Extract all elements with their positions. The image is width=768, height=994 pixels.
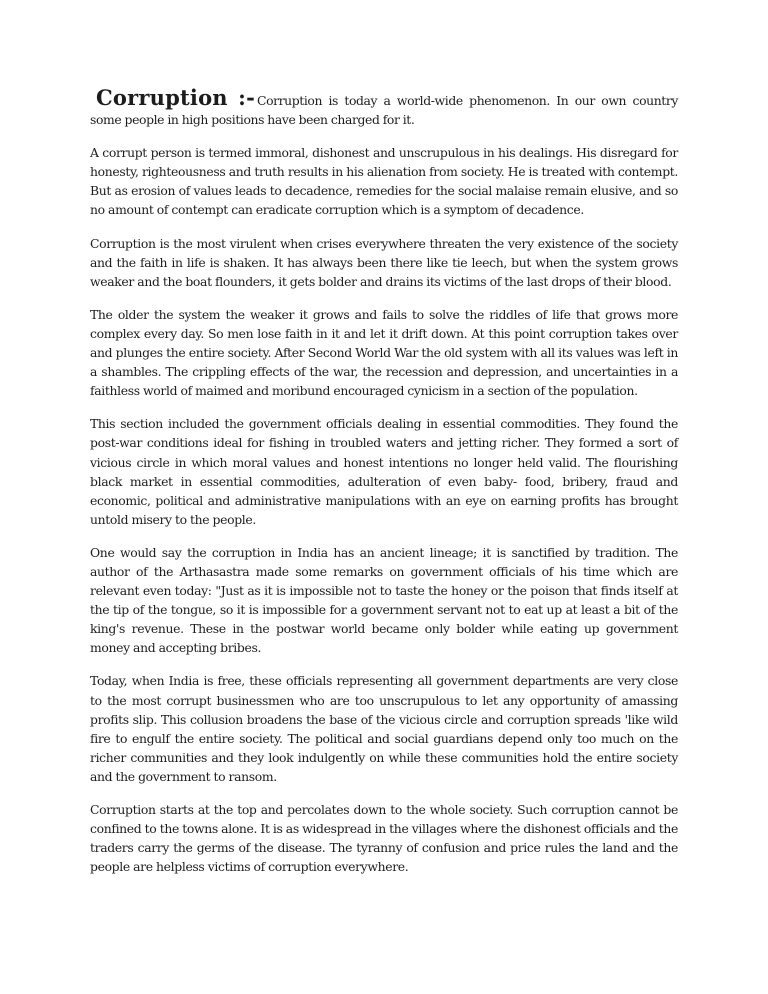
document-heading: Corruption :-: [96, 85, 255, 110]
document-page: [90, 85, 678, 876]
paragraph-3: The older the system the weaker it grows and fails to solve the riddles of life that grows more complex every day. So men lose faith in it and let it drift down. At this point corruption takes over and plunges the entire society. After Second World War the old system with all its values was left in a shambles. The crippling effects of the war, the recession and depression, and uncertainties in a faithless world of maimed and moribund encouraged cynicism in a section of the population.: [90, 306, 678, 399]
intro-text: Corruption is today a world-wide phenomenon. In our own country some people in high positions have been charged for it.: [90, 93, 678, 128]
intro-paragraph: [90, 85, 678, 129]
paragraph-6: Today, when India is free, these officials representing all government departments are very close to the most corrupt businessmen who are too unscrupulous to let any opportunity of amassing profits slip. This collusion broadens the base of the vicious circle and corruption spreads 'like wild fire to engulf the entire society. The political and social guardians depend only too much on the richer communities and they look indulgently on while these communities hold the entire society and the government to ransom.: [90, 673, 678, 784]
paragraph-2: Corruption is the most virulent when crises everywhere threaten the very existence of the society and the faith in life is shaken. It has always been there like tie leech, but when the system grows weaker and the boat flounders, it gets bolder and drains its victims of the last drops of their blood.: [90, 235, 678, 289]
paragraph-5: One would say the corruption in India has an ancient lineage; it is sanctified by tradition. The author of the Arthasastra made some remarks on government officials of his time which are relevant even today: "Just as it is impossible not to taste the honey or the poison that finds itself at the tip of the tongue, so it is impossible for a government servant not to eat up at least a bit of the king's revenue. These in the postwar world became only bolder while eating up government money and accepting bribes.: [90, 544, 678, 656]
paragraph-1: A corrupt person is termed immoral, dishonest and unscrupulous in his dealings. His disregard for honesty, righteousness and truth results in his alienation from society. He is treated with contempt. But as erosion of values leads to decadence, remedies for the social malaise remain elusive, and so no amount of contempt can eradicate corruption which is a symptom of decadence.: [90, 145, 678, 218]
paragraph-4: This section included the government officials dealing in essential commodities. They found the post-war conditions ideal for fishing in troubled waters and jetting richer. They formed a sort of vicious circle in which moral values and honest intentions no longer held valid. The flourishing black market in essential commodities, adulteration of even baby- food, bribery, fraud and economic, political and administrative manipulations with an eye on earning profits has brought untold misery to the people.: [90, 416, 678, 527]
paragraph-7: Corruption starts at the top and percolates down to the whole society. Such corruption cannot be confined to the towns alone. It is as widespread in the villages where the dishonest officials and the traders carry the germs of the disease. The tyranny of confusion and price rules the land and the people are helpless victims of corruption everywhere.: [90, 802, 678, 875]
